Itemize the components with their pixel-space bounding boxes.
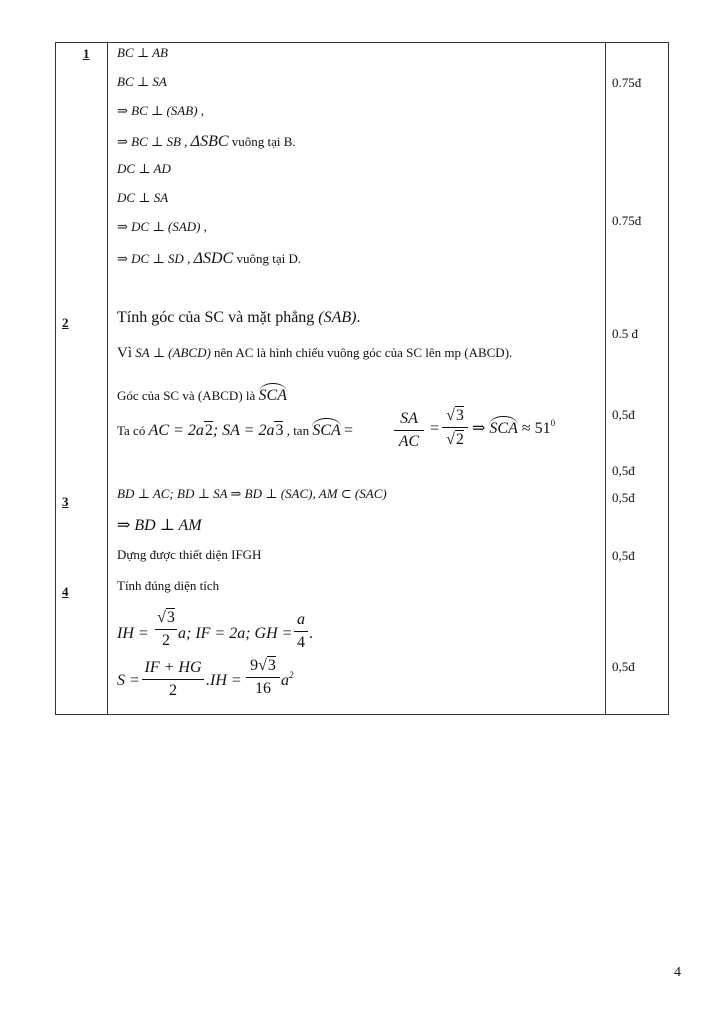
q2-frac2-den: 2 xyxy=(455,431,464,448)
q4-result-coef: 9 xyxy=(250,657,259,674)
q2-taco-line xyxy=(117,421,353,440)
q2-fraction-root xyxy=(442,406,468,449)
q2-vi-text: nên AC là hình chiếu vuông góc của SC lên mp (ABCD). xyxy=(214,345,513,360)
q2-angle-sca: SCA xyxy=(258,387,287,404)
q3-line-1 xyxy=(117,487,387,500)
q2-sqrt-3: 3 xyxy=(275,422,284,439)
score-q3-part2: 0,5đ xyxy=(612,490,635,505)
column-divider-1 xyxy=(107,42,108,715)
question-number-1: 1 xyxy=(83,46,90,61)
q4-result-exp: 2 xyxy=(289,670,294,680)
q2-vi-line xyxy=(117,346,512,361)
q2-result xyxy=(472,418,556,437)
score-q3-part3: 0,5đ xyxy=(612,548,635,563)
q4-ih-tail: a; IF = 2a; GH = xyxy=(178,625,293,642)
q2-heading-plane: (SAB) xyxy=(318,309,357,326)
q3-line-1b: (SAC) xyxy=(280,486,313,501)
question-number-4: 4 xyxy=(62,584,69,599)
q2-equals-2: = xyxy=(430,420,440,437)
q4-gh-fraction xyxy=(294,611,308,652)
q4-s-fraction xyxy=(142,659,204,700)
q2-frac2-num-wrap: √3 xyxy=(446,407,464,424)
q2-taco-text: Ta có xyxy=(117,423,146,438)
q2-tan-word: , tan xyxy=(286,423,310,438)
q2-frac2-den-wrap: √2 xyxy=(446,431,464,448)
q4-ih-label: IH = xyxy=(117,625,149,642)
q2-frac2-num: 3 xyxy=(455,407,464,424)
q3-line-2: ⇒ BD ⊥ AM xyxy=(117,517,202,534)
q1-line-2: BC ⊥ SA xyxy=(117,74,167,89)
q1-line-8 xyxy=(117,251,301,267)
q3-line-1a: BD ⊥ AC; BD ⊥ SA ⇒ BD ⊥ xyxy=(117,486,278,501)
column-divider-2 xyxy=(605,42,606,715)
q1-line-5: DC ⊥ AD xyxy=(117,161,171,176)
score-q2-part2: 0,5đ xyxy=(612,407,635,422)
q2-implies: ⇒ xyxy=(472,420,486,437)
q2-frac1-num: SA xyxy=(400,410,418,427)
q4-result-fraction xyxy=(246,656,280,698)
q1-line-4-text: vuông tại B. xyxy=(231,134,296,149)
q4-s-num: IF + HG xyxy=(144,659,202,676)
q4-ih-den: 2 xyxy=(162,632,170,649)
q2-vi-word: Vì xyxy=(117,345,132,361)
q2-result-angle: SCA xyxy=(489,420,518,437)
score-q1-part1: 0.75đ xyxy=(612,75,642,90)
q1-line-7: ⇒ DC ⊥ (SAD) , xyxy=(117,219,207,234)
q4-result-root: 3 xyxy=(267,657,276,674)
q4-gh-num: a xyxy=(297,611,305,628)
q1-triangle-sbc: ΔSBC xyxy=(190,133,229,150)
score-q2-part1: 0.5 đ xyxy=(612,326,638,341)
q4-s-den: 2 xyxy=(169,682,177,699)
q1-triangle-sdc: ΔSDC xyxy=(193,250,234,267)
q4-gh-den: 4 xyxy=(297,634,305,651)
q4-ih-num-wrap: √3 xyxy=(157,609,175,626)
q2-angle-text: Góc của SC và (ABCD) là xyxy=(117,388,256,403)
question-number-3: 3 xyxy=(62,494,69,509)
q2-frac1-den: AC xyxy=(398,433,420,450)
q4-result-tail xyxy=(281,670,294,689)
q2-approx: ≈ 51 xyxy=(521,420,551,437)
q2-tan-angle: SCA xyxy=(312,422,341,439)
q4-ih-num: 3 xyxy=(166,609,175,626)
q4-gh-period: . xyxy=(309,625,313,642)
q4-result-den: 16 xyxy=(255,680,271,697)
q2-sqrt-2: 2 xyxy=(204,422,213,439)
q1-line-6: DC ⊥ SA xyxy=(117,190,169,205)
q2-heading xyxy=(117,310,361,326)
q4-result-a: a xyxy=(281,672,289,689)
q4-line-1: Tính đúng diện tích xyxy=(117,578,220,593)
q1-line-4 xyxy=(117,134,296,150)
score-q3-part1: 0,5đ xyxy=(612,463,635,478)
q1-line-4-math: ⇒ BC ⊥ SB , xyxy=(117,134,188,149)
q4-s-mid: .IH = xyxy=(206,672,242,689)
score-q1-part2: 0.75đ xyxy=(612,213,642,228)
q4-ih-fraction xyxy=(155,608,177,650)
q3-line-1c: , AM ⊂ (SAC) xyxy=(312,486,387,501)
q1-line-1: BC ⊥ AB xyxy=(117,45,168,60)
q2-degree: 0 xyxy=(550,418,556,428)
q1-line-8-text: vuông tại D. xyxy=(236,251,302,266)
q2-angle-line xyxy=(117,388,287,404)
q2-heading-period: . xyxy=(356,309,361,326)
q4-result-num: 9√3 xyxy=(250,657,276,674)
question-number-2: 2 xyxy=(62,315,69,330)
q1-line-3: ⇒ BC ⊥ (SAB) , xyxy=(117,103,205,118)
page-number: 4 xyxy=(674,965,681,980)
q3-line-3: Dựng được thiết diện IFGH xyxy=(117,547,262,562)
q2-equals: = xyxy=(344,422,354,439)
q2-heading-text: Tính góc của SC và mặt phẳng xyxy=(117,309,315,326)
q2-sa-expr: ; SA = 2a xyxy=(212,422,275,439)
q4-s-label: S = xyxy=(117,672,140,689)
q2-vi-math: SA ⊥ (ABCD) xyxy=(135,345,211,360)
q2-ac-expr: AC = 2a xyxy=(148,422,204,439)
q1-line-8-math: ⇒ DC ⊥ SD , xyxy=(117,251,191,266)
score-q4: 0,5đ xyxy=(612,659,635,674)
q2-fraction-sa-ac xyxy=(394,410,424,451)
